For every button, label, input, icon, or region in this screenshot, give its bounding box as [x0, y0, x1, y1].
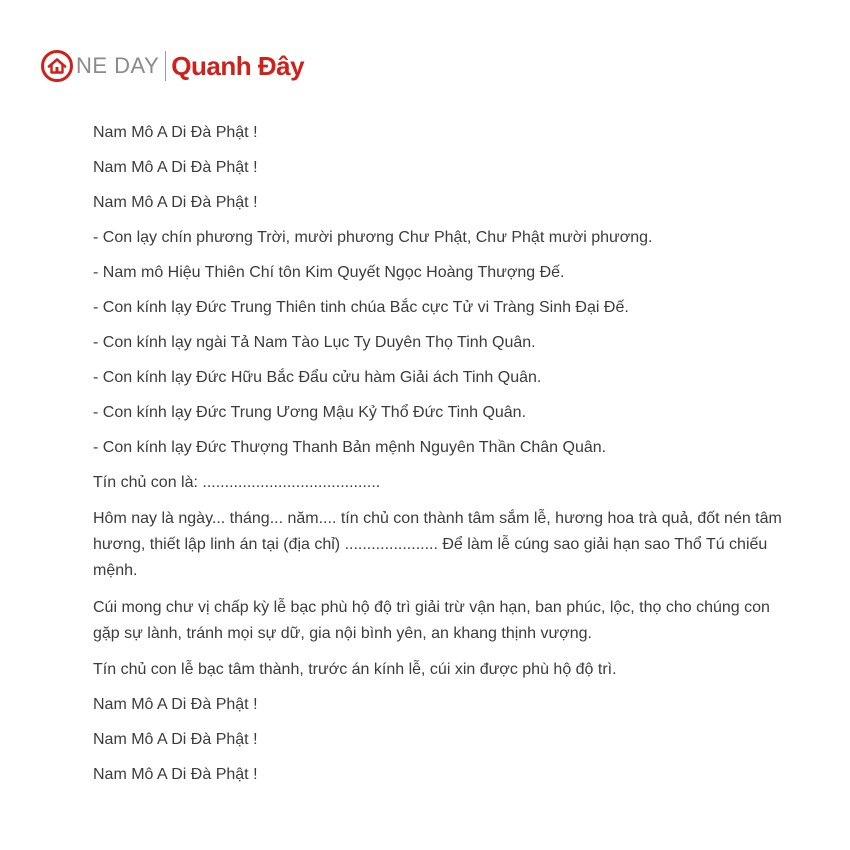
invocation-line: - Con kính lạy ngài Tả Nam Tào Lục Ty Duyên Thọ Tinh Quân.	[93, 334, 536, 351]
closing-line: Nam Mô A Di Đà Phật !	[93, 766, 258, 783]
site-logo[interactable]	[40, 46, 304, 86]
opening-line: Nam Mô A Di Đà Phật !	[93, 159, 258, 176]
paragraph: Hôm nay là ngày... tháng... năm.... tín chủ con thành tâm sắm lễ, hương hoa trà quả, đốt nén tâm hương, thiết lập linh án tại (địa chỉ) ..................... Để làm lễ cúng sao giải hạn sao Thổ Tú chiếu mệnh.	[93, 510, 782, 579]
opening-line: Nam Mô A Di Đà Phật !	[93, 124, 258, 141]
invocation-line: - Con kính lạy Đức Trung Ương Mậu Kỷ Thổ Đức Tinh Quân.	[93, 404, 527, 421]
logo-brand-name: Quanh Đây	[171, 50, 305, 81]
paragraph: Cúi mong chư vị chấp kỳ lễ bạc phù hộ độ trì giải trừ vận hạn, ban phúc, lộc, thọ cho chúng con gặp sự lành, tránh mọi sự dữ, gia nội bình yên, an khang thịnh vượng.	[93, 599, 770, 642]
invocation-line: - Con lạy chín phương Trời, mười phương Chư Phật, Chư Phật mười phương.	[93, 229, 653, 246]
invocation-line: - Con kính lạy Đức Trung Thiên tinh chúa Bắc cực Tử vi Tràng Sinh Đại Đế.	[93, 299, 629, 316]
opening-line: Nam Mô A Di Đà Phật !	[93, 194, 258, 211]
closing-line: Nam Mô A Di Đà Phật !	[93, 731, 258, 748]
paragraph: Tín chủ con lễ bạc tâm thành, trước án kính lễ, cúi xin được phù hộ độ trì.	[93, 661, 617, 678]
name-line: Tín chủ con là: ........................................	[93, 474, 381, 491]
home-circle-icon	[40, 49, 74, 83]
logo-oneday-text: NE DAY	[76, 53, 160, 78]
invocation-line: - Con kính lạy Đức Hữu Bắc Đẩu cửu hàm Giải ách Tinh Quân.	[93, 369, 542, 386]
prayer-text	[93, 121, 793, 798]
logo-divider	[165, 51, 166, 81]
invocation-line: - Nam mô Hiệu Thiên Chí tôn Kim Quyết Ngọc Hoàng Thượng Đế.	[93, 264, 565, 281]
closing-line: Nam Mô A Di Đà Phật !	[93, 696, 258, 713]
invocation-line: - Con kính lạy Đức Thượng Thanh Bản mệnh Nguyên Thần Chân Quân.	[93, 439, 607, 456]
